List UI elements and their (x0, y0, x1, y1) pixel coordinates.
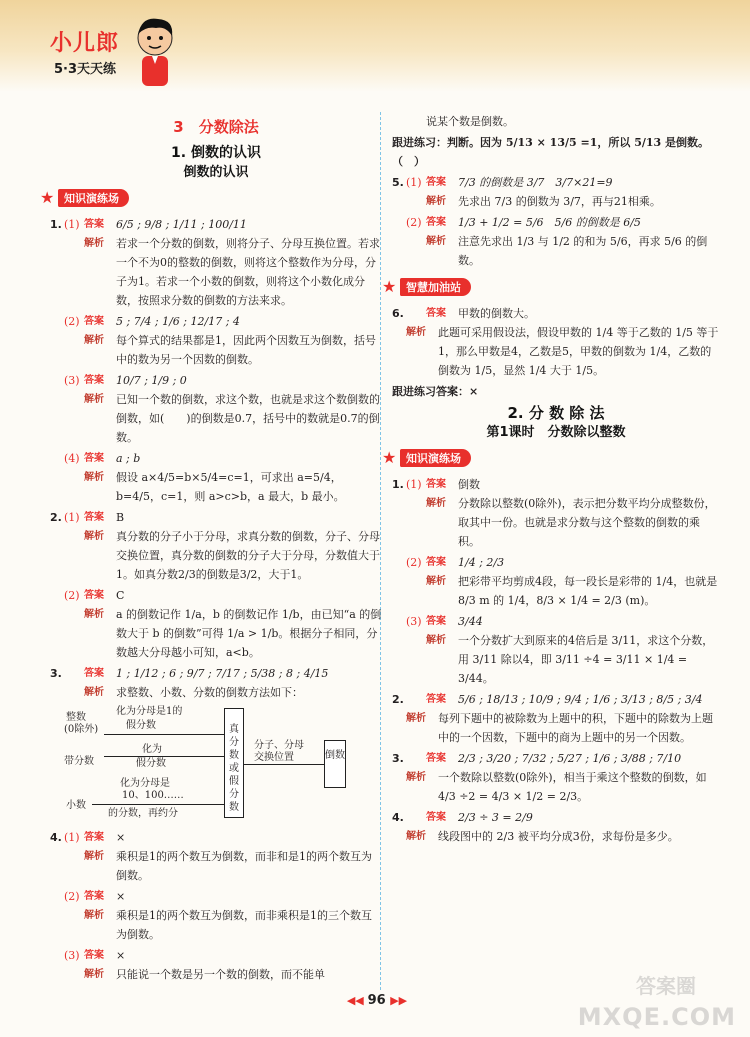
next-arrows-icon: ▶▶ (390, 994, 408, 1007)
answer-text: 1/3 + 1/2 = 5/6 5/6 的倒数是 6/5 (458, 216, 641, 229)
question-6: 6. 答案 甲数的倒数大。 (392, 304, 720, 323)
r-question-2: 2. 答案 5/6 ; 18/13 ; 10/9 ; 9/4 ; 1/6 ; 3/13 ; 8/5 ; 3/4 (392, 690, 720, 709)
diagram-middle-box: 真分数或假分数 (224, 708, 244, 818)
banner-label: 知识演练场 (58, 189, 129, 207)
answer-tag: 答案 (84, 512, 104, 523)
answer-text: 1/4 ; 2/3 (458, 556, 505, 569)
explanation-text: 分数除以整数(0除外)，表示把分数平均分成整数份，取其中一份。也就是求分数与这个整数的倒数的乘积。 (458, 497, 716, 548)
answer-text: 7/3 的倒数是 3/7 3/7×21=9 (458, 176, 613, 189)
answer-tag: 答案 (84, 219, 104, 230)
star-icon: ★ (382, 448, 397, 467)
diagram-convert: 化为 (142, 744, 162, 755)
diagram-to-frac: 化为分母是 (120, 778, 170, 789)
answer-tag: 答案 (84, 453, 104, 464)
diagram-swap-2: 交换位置 (254, 752, 294, 763)
answer-tag: 答案 (426, 479, 446, 490)
explanation-text: 每列下题中的被除数为上题中的积，下题中的除数为上题中的一个因数，下题中的商为上题中的另一个因数。 (438, 712, 713, 744)
section-title: 3 分数除法 (173, 118, 259, 136)
answer-tag: 答案 (84, 668, 104, 679)
prev-arrows-icon: ◀◀ (346, 994, 368, 1007)
question-4-2: (2) 答案 × (50, 887, 382, 906)
explanation-text: 求整数、小数、分数的倒数方法如下： (116, 686, 303, 699)
banner-label: 知识演练场 (400, 449, 471, 467)
answer-text: × (116, 949, 126, 962)
answer-tag: 答案 (426, 812, 446, 823)
answer-tag: 答案 (426, 308, 446, 319)
diagram-mixed: 带分数 (64, 756, 94, 767)
explanation-2-1 (50, 527, 382, 586)
answer-tag: 答案 (426, 753, 446, 764)
lesson2-subtitle: 第1课时 分数除以整数 (486, 425, 626, 440)
explanation-2-2 (50, 605, 382, 664)
page-number (312, 993, 442, 1008)
analysis-tag: 解析 (84, 472, 104, 483)
diagram-to-frac-2: 10、100…… (122, 790, 184, 801)
answer-text: 倒数 (458, 478, 480, 491)
explanation-text: 一个数除以整数(0除外)，相当于乘这个整数的倒数，如 4/3 ÷2 = 4/3 × 1/2 = 2/3。 (438, 771, 707, 803)
r-question-1-1: 1. (1) 答案 倒数 (392, 475, 720, 494)
r-explanation-1-2 (392, 572, 720, 612)
diagram-line (104, 756, 224, 757)
watermark: MXQE.COM (577, 1003, 736, 1031)
answer-text: 1 ; 1/12 ; 6 ; 9/7 ; 7/17 ; 5/38 ; 8 ; 4/15 (116, 667, 329, 680)
r-explanation-1-3 (392, 631, 720, 690)
r-explanation-2 (392, 709, 720, 749)
continued-text: 说某个数是倒数。 (426, 115, 514, 128)
lesson-subtitle: 倒数的认识 (183, 165, 249, 180)
explanation-1-3 (50, 390, 382, 449)
diagram-integer: 整数 (66, 712, 86, 723)
question-1-4: (4) 答案 a ; b (50, 449, 382, 468)
brand-title: 小儿郎 (50, 31, 120, 56)
explanation-1-2 (50, 331, 382, 371)
analysis-tag: 解析 (84, 969, 104, 980)
answer-text: B (116, 511, 125, 524)
explanation-5-2 (392, 232, 720, 272)
r-explanation-3 (392, 768, 720, 808)
analysis-tag: 解析 (426, 635, 446, 646)
r-question-3: 3. 答案 2/3 ; 3/20 ; 7/32 ; 5/27 ; 1/6 ; 3/88 ; 7/10 (392, 749, 720, 768)
diagram-decimal: 小数 (66, 800, 86, 811)
answer-tag: 答案 (426, 616, 446, 627)
explanation-text: 一个分数扩大到原来的4倍后是 3/11，求这个分数，用 3/11 除以4，即 3/11 ÷4 = 3/11 × 1/4 = 3/44。 (458, 634, 714, 685)
r-question-1-3: (3) 答案 3/44 (392, 612, 720, 631)
answer-text: 10/7 ; 1/9 ; 0 (116, 374, 187, 387)
explanation-text: 若求一个分数的倒数，则将分子、分母互换位置。若求一个不为0的整数的倒数，则将这个整数作为分母，分子为1。若求一个小数的倒数，则将这个小数化成分数，按照求分数的倒数的方法来求。 (116, 237, 380, 307)
question-2-1: 2. (1) 答案 B (50, 508, 382, 527)
analysis-tag: 解析 (84, 910, 104, 921)
analysis-tag: 解析 (426, 236, 446, 247)
explanation-4-2 (50, 906, 382, 946)
analysis-tag: 解析 (406, 831, 426, 842)
analysis-tag: 解析 (406, 327, 426, 338)
question-1-3: (3) 答案 10/7 ; 1/9 ; 0 (50, 371, 382, 390)
answer-tag: 答案 (84, 891, 104, 902)
diagram-swap: 分子、分母 (254, 740, 304, 751)
question-1-2: (2) 答案 5 ; 7/4 ; 1/6 ; 12/17 ; 4 (50, 312, 382, 331)
brand-logo (40, 10, 180, 90)
question-2-2: (2) 答案 C (50, 586, 382, 605)
explanation-text: 已知一个数的倒数，求这个数，也就是求这个数倒数的倒数，如( )的倒数是0.7，括号中的数就是0.7的倒数。 (116, 393, 380, 444)
star-icon: ★ (382, 277, 397, 296)
analysis-tag: 解析 (84, 394, 104, 405)
diagram-integer-note: (0除外) (64, 724, 99, 735)
explanation-text: 把彩带平均剪成4段，每一段长是彩带的 1/4，也就是 8/3 m 的 1/4，8/3 × 1/4 = 2/3 (m)。 (458, 575, 718, 607)
explanation-1-1 (50, 234, 382, 312)
practice-banner (40, 189, 129, 207)
explanation-4-1 (50, 847, 382, 887)
explanation-text: a 的倒数记作 1/a，b 的倒数记作 1/b，由已知“a 的倒数大于 b 的倒数”可得 1/a > 1/b。根据分子相同，分数越大分母越小可知，a<b。 (116, 608, 382, 659)
analysis-tag: 解析 (426, 498, 446, 509)
explanation-text: 此题可采用假设法，假设甲数的 1/4 等于乙数的 1/5 等于1，那么甲数是4，乙数是5，甲数的倒数为 1/4，乙数的倒数为 1/5，显然 1/4 大于 1/5。 (438, 326, 719, 377)
answer-text: 2/3 ÷ 3 = 2/9 (458, 811, 533, 824)
question-1-1: 1. (1) 答案 6/5 ; 9/8 ; 1/11 ; 100/11 (50, 215, 382, 234)
analysis-tag: 解析 (426, 196, 446, 207)
analysis-tag: 解析 (84, 851, 104, 862)
r-question-1-2: (2) 答案 1/4 ; 2/3 (392, 553, 720, 572)
answer-tag: 答案 (426, 557, 446, 568)
diagram-result-box: 倒数 (324, 740, 346, 788)
lesson2-title: 2. 分 数 除 法 (507, 404, 605, 422)
analysis-tag: 解析 (426, 576, 446, 587)
answer-text: 5/6 ; 18/13 ; 10/9 ; 9/4 ; 1/6 ; 3/13 ; 8/5 ; 3/4 (458, 693, 703, 706)
explanation-text: 注意先求出 1/3 与 1/2 的和为 5/6，再求 5/6 的倒数。 (458, 235, 708, 267)
diagram-line (92, 804, 224, 805)
explanation-text: 乘积是1的两个数互为倒数，而非和是1的两个数互为倒数。 (116, 850, 372, 882)
answer-tag: 答案 (84, 950, 104, 961)
analysis-tag: 解析 (84, 609, 104, 620)
answer-tag: 答案 (84, 316, 104, 327)
explanation-1-4 (50, 468, 382, 508)
r-question-4: 4. 答案 2/3 ÷ 3 = 2/9 (392, 808, 720, 827)
analysis-tag: 解析 (406, 772, 426, 783)
wisdom-banner (382, 278, 471, 296)
r-explanation-4 (392, 827, 720, 848)
answer-tag: 答案 (84, 832, 104, 843)
explanation-text: 先求出 7/3 的倒数为 3/7，再与21相乘。 (458, 195, 661, 208)
answer-text: 甲数的倒数大。 (458, 307, 535, 320)
diagram-line (104, 734, 224, 735)
follow-up-answer: 跟进练习答案：× (392, 385, 479, 398)
explanation-3 (50, 683, 382, 702)
explanation-text: 乘积是1的两个数互为倒数，而非乘积是1的三个数互为倒数。 (116, 909, 372, 941)
question-4-3: (3) 答案 × (50, 946, 382, 965)
lesson-title: 1. 倒数的认识 (171, 145, 261, 161)
answer-tag: 答案 (84, 375, 104, 386)
answer-tag: 答案 (84, 590, 104, 601)
analysis-tag: 解析 (84, 687, 104, 698)
diagram-line (244, 764, 324, 765)
reciprocal-method-diagram (64, 704, 382, 822)
question-5-2: (2) 答案 1/3 + 1/2 = 5/6 5/6 的倒数是 6/5 (392, 213, 720, 232)
banner-label: 智慧加油站 (400, 278, 471, 296)
right-column (382, 112, 720, 848)
diagram-to-improper: 化为分母是1的 (116, 706, 183, 717)
diagram-convert-2: 假分数 (136, 758, 166, 769)
explanation-text: 只能说一个数是另一个数的倒数，而不能单 (116, 968, 325, 981)
explanation-text: 假设 a×4/5=b×5/4=c=1，可求出 a=5/4，b=4/5，c=1，则 a>c>b，a 最大，b 最小。 (116, 471, 345, 503)
page-number-text: 96 (367, 993, 386, 1008)
mascot-boy-icon (132, 14, 178, 90)
explanation-text: 线段图中的 2/3 被平均分成3份，求每份是多少。 (438, 830, 679, 843)
brand-subtitle: 5·3天天练 (54, 62, 117, 77)
answer-tag: 答案 (426, 694, 446, 705)
explanation-text: 每个算式的结果都是1，因此两个因数互为倒数，括号中的数为另一个因数的倒数。 (116, 334, 376, 366)
diagram-to-frac-3: 的分数，再约分 (108, 808, 178, 819)
question-4-1: 4. (1) 答案 × (50, 828, 382, 847)
r-explanation-1-1 (392, 494, 720, 553)
answer-text: × (116, 890, 126, 903)
answer-tag: 答案 (426, 177, 446, 188)
question-5-1: 5. (1) 答案 7/3 的倒数是 3/7 3/7×21=9 (392, 173, 720, 192)
answer-text: 6/5 ; 9/8 ; 1/11 ; 100/11 (116, 218, 247, 231)
answer-text: 5 ; 7/4 ; 1/6 ; 12/17 ; 4 (116, 315, 240, 328)
answer-text: 3/44 (458, 615, 483, 628)
star-icon: ★ (40, 188, 55, 207)
follow-up-exercise: 跟进练习：判断。因为 5/13 × 13/5 =1，所以 5/13 是倒数。（ ） (392, 136, 710, 168)
left-column (40, 112, 382, 986)
explanation-5-1 (392, 192, 720, 213)
answer-text: C (116, 589, 125, 602)
analysis-tag: 解析 (84, 335, 104, 346)
answer-tag: 答案 (426, 217, 446, 228)
analysis-tag: 解析 (406, 713, 426, 724)
analysis-tag: 解析 (84, 531, 104, 542)
answer-text: 2/3 ; 3/20 ; 7/32 ; 5/27 ; 1/6 ; 3/88 ; 7/10 (458, 752, 682, 765)
practice-banner-2 (382, 449, 471, 467)
question-3: 3. 答案 1 ; 1/12 ; 6 ; 9/7 ; 7/17 ; 5/38 ; 8 ; 4/15 (50, 664, 382, 683)
answer-text: × (116, 831, 126, 844)
diagram-to-improper-2: 假分数 (126, 720, 156, 731)
explanation-text: 真分数的分子小于分母，求真分数的倒数，分子、分母交换位置，真分数的倒数的分子大于分母，分数值大于1。如真分数2/3的倒数是3/2，大于1。 (116, 530, 380, 581)
explanation-6 (392, 323, 720, 382)
watermark-logo: 答案圈 (636, 974, 696, 998)
explanation-4-3 (50, 965, 382, 986)
answer-text: a ; b (116, 452, 141, 465)
analysis-tag: 解析 (84, 238, 104, 249)
